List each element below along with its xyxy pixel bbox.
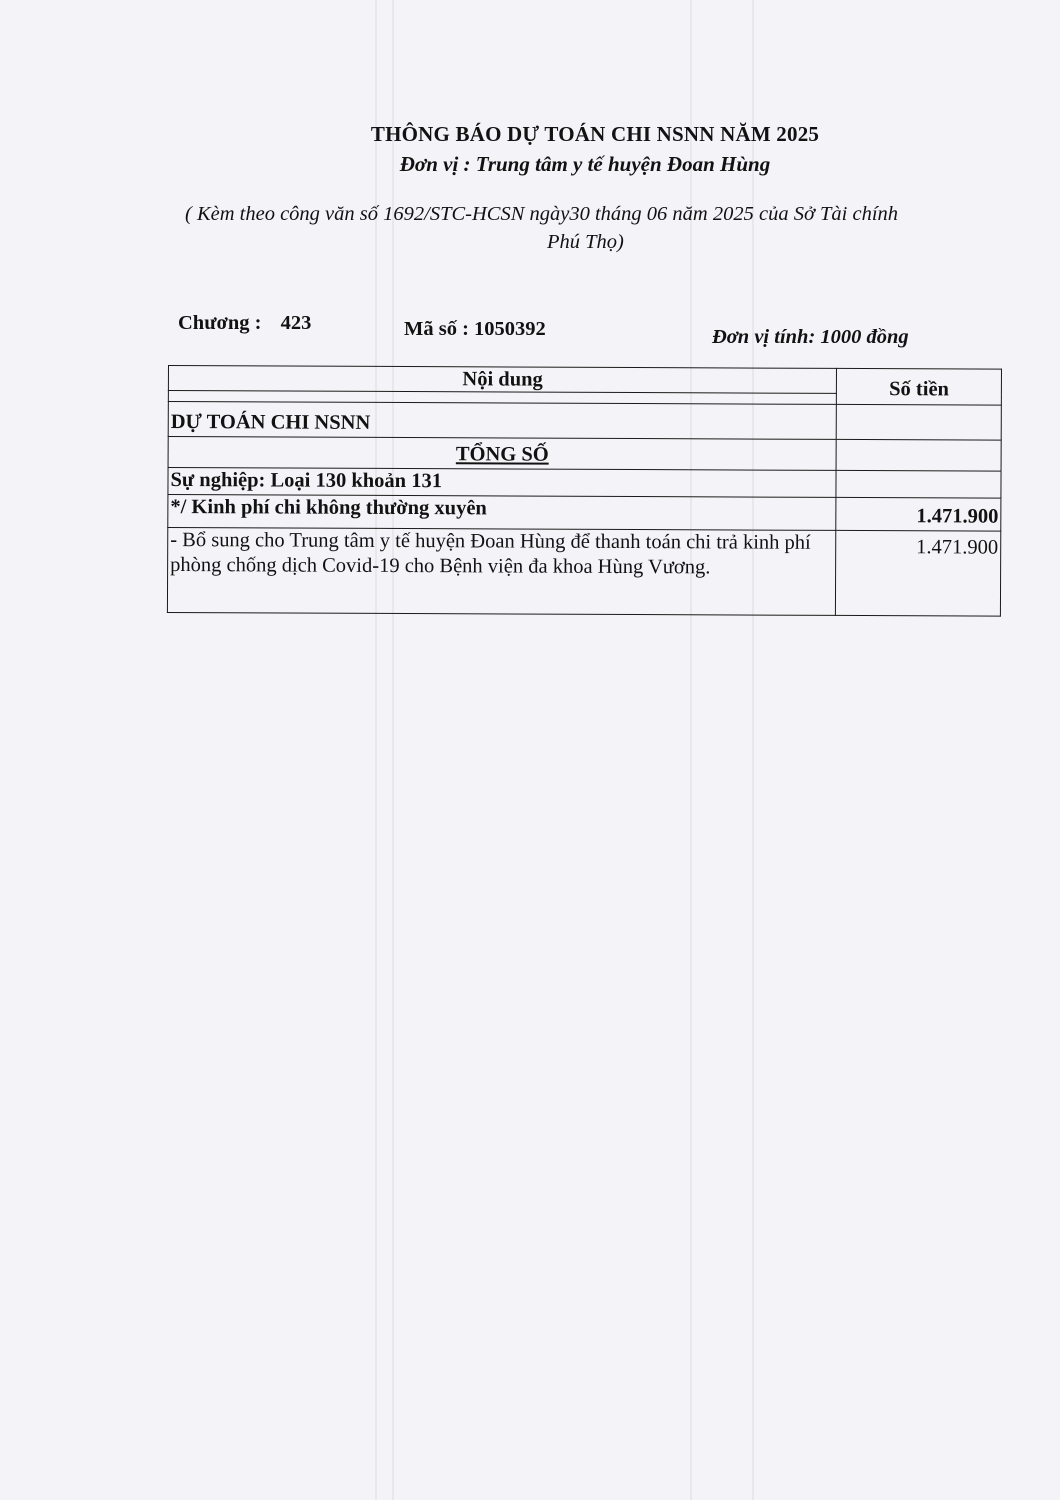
header-content: Nội dung: [168, 366, 836, 394]
header-amount: Số tiền: [837, 368, 1002, 405]
code-label: Mã số :: [404, 318, 469, 340]
attachment-line-1: ( Kèm theo công văn số 1692/STC-HCSN ngày30 tháng 06 năm 2025 của Sở Tài chính: [185, 203, 899, 225]
currency-unit: Đơn vị tính: 1000 đồng: [712, 326, 909, 348]
table-row: [168, 437, 1001, 472]
table-row: [168, 495, 1001, 532]
code-value: 1050392: [474, 318, 546, 340]
row-amount: 1.471.900: [836, 530, 1001, 616]
budget-table: [167, 365, 1002, 617]
row-amount: [836, 470, 1001, 498]
chapter-field: [178, 312, 311, 335]
chapter-label: Chương :: [178, 312, 262, 334]
row-amount: [837, 404, 1002, 440]
unit-line: Đơn vị : Trung tâm y tế huyện Đoan Hùng: [399, 152, 771, 176]
table-row: [168, 468, 1001, 499]
row-label: TỔNG SỐ: [168, 437, 836, 471]
row-label: Sự nghiệp: Loại 130 khoản 131: [168, 468, 836, 498]
document-title: THÔNG BÁO DỰ TOÁN CHI NSNN NĂM 2025: [370, 122, 820, 146]
table-row: [168, 402, 1001, 441]
table-header-row: [168, 366, 1001, 395]
row-description: - Bổ sung cho Trung tâm y tế huyện Đoan Hùng để thanh toán chi trả kinh phí phòng chống dịch Covid-19 cho Bệnh viện đa khoa Hùng Vương.: [167, 528, 836, 616]
row-label: DỰ TOÁN CHI NSNN: [168, 402, 836, 440]
attachment-line-2: Phú Thọ): [547, 231, 624, 253]
row-amount: [836, 439, 1001, 471]
table-row: [167, 528, 1000, 617]
code-field: [404, 318, 546, 341]
chapter-value: 423: [280, 312, 312, 334]
row-amount: 1.471.900: [836, 497, 1001, 531]
attachment-note: [185, 200, 1005, 256]
row-label: */ Kinh phí chi không thường xuyên: [168, 495, 836, 531]
